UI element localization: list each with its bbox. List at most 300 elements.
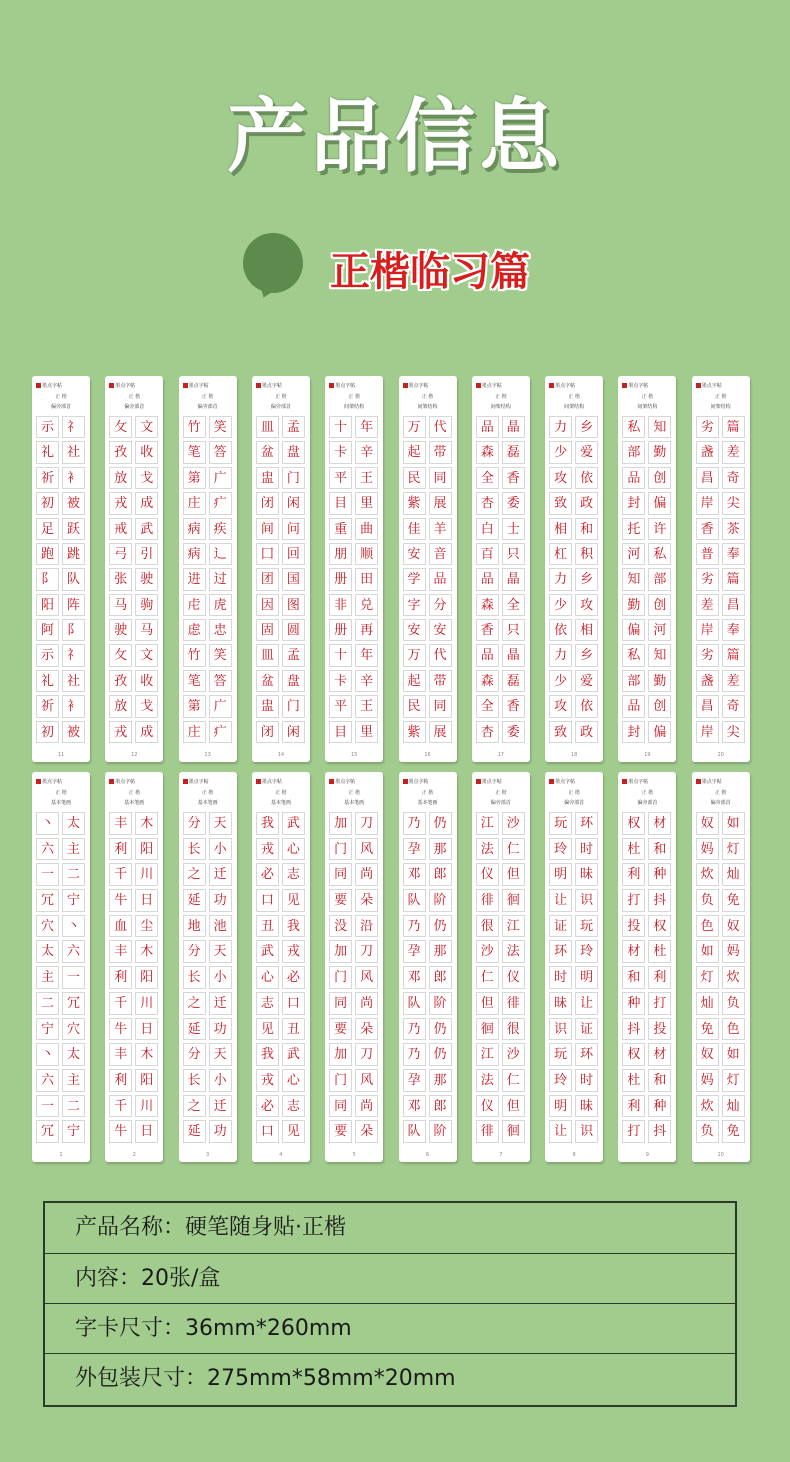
character-cell: 政 bbox=[575, 492, 598, 514]
character-cell: 尚 bbox=[355, 863, 378, 886]
character-cell: 力 bbox=[549, 568, 572, 590]
character-cell: 冗 bbox=[36, 1120, 59, 1143]
character-cell: 冗 bbox=[36, 889, 59, 912]
card-brand-logo: 墨点字帖 bbox=[476, 778, 502, 785]
character-cell: 武 bbox=[256, 940, 279, 963]
character-cell: 仁 bbox=[502, 838, 525, 861]
card-character-grid bbox=[256, 416, 306, 746]
card-number: 19 bbox=[644, 752, 651, 758]
character-cell: 权 bbox=[622, 1043, 645, 1066]
card-brand-logo: 墨点字帖 bbox=[329, 382, 355, 389]
character-cell: 平 bbox=[329, 695, 352, 717]
practice-card bbox=[105, 772, 163, 1162]
character-cell: 让 bbox=[549, 1120, 572, 1143]
character-cell: 礻 bbox=[62, 644, 85, 666]
character-cell: 驶 bbox=[135, 568, 158, 590]
product-info-table bbox=[43, 1201, 737, 1407]
card-topic-label: 偏旁部首 bbox=[564, 800, 585, 806]
card-brand-logo: 墨点字帖 bbox=[622, 382, 648, 389]
card-style-label: 正 楷 bbox=[275, 394, 287, 400]
character-cell: 驹 bbox=[135, 594, 158, 616]
character-cell: 委 bbox=[502, 721, 525, 743]
character-cell: 加 bbox=[329, 1043, 352, 1066]
character-cell: 盅 bbox=[256, 467, 279, 489]
character-cell: 卡 bbox=[329, 670, 352, 692]
card-character-grid bbox=[403, 416, 453, 746]
character-cell: 盆 bbox=[256, 670, 279, 692]
character-cell: 广 bbox=[209, 467, 232, 489]
card-number: 9 bbox=[645, 1152, 649, 1158]
character-cell: 丰 bbox=[109, 940, 132, 963]
character-cell: 队 bbox=[62, 568, 85, 590]
character-cell: 岸 bbox=[696, 721, 719, 743]
character-cell: 打 bbox=[622, 1120, 645, 1143]
character-cell: 天 bbox=[209, 1043, 232, 1066]
card-style-label: 正 楷 bbox=[348, 790, 360, 796]
character-cell: 口 bbox=[282, 992, 305, 1015]
character-cell: 晶 bbox=[502, 644, 525, 666]
card-character-grid bbox=[696, 812, 746, 1146]
card-character-grid bbox=[183, 812, 233, 1146]
character-cell: 主 bbox=[36, 966, 59, 989]
character-cell: 那 bbox=[429, 940, 452, 963]
card-brand-logo: 墨点字帖 bbox=[403, 382, 429, 389]
character-cell: 勤 bbox=[648, 670, 671, 692]
card-number: 10 bbox=[717, 1152, 724, 1158]
character-cell: 全 bbox=[502, 594, 525, 616]
character-cell: 收 bbox=[135, 441, 158, 463]
character-cell: 盅 bbox=[256, 695, 279, 717]
character-cell: 环 bbox=[549, 940, 572, 963]
card-brand-logo: 墨点字帖 bbox=[109, 382, 135, 389]
card-brand-logo: 墨点字帖 bbox=[36, 778, 62, 785]
character-cell: 小 bbox=[209, 838, 232, 861]
character-cell: 盘 bbox=[282, 670, 305, 692]
practice-card bbox=[325, 376, 383, 762]
character-cell: 灯 bbox=[696, 966, 719, 989]
character-cell: 乡 bbox=[575, 416, 598, 438]
character-cell: 奴 bbox=[696, 1043, 719, 1066]
character-cell: 必 bbox=[256, 1095, 279, 1118]
practice-card bbox=[618, 376, 676, 762]
character-cell: 我 bbox=[256, 1043, 279, 1066]
card-character-grid bbox=[36, 812, 86, 1146]
character-cell: 风 bbox=[355, 838, 378, 861]
character-cell: 收 bbox=[135, 670, 158, 692]
character-cell: 许 bbox=[648, 518, 671, 540]
character-cell: 勤 bbox=[648, 441, 671, 463]
character-cell: 字 bbox=[403, 594, 426, 616]
character-cell: 打 bbox=[622, 889, 645, 912]
character-cell: 之 bbox=[183, 992, 206, 1015]
character-cell: 戎 bbox=[256, 838, 279, 861]
character-cell: 丶 bbox=[36, 812, 59, 835]
character-cell: 劣 bbox=[696, 568, 719, 590]
character-cell: 部 bbox=[622, 670, 645, 692]
character-cell: 盏 bbox=[696, 441, 719, 463]
character-cell: 创 bbox=[648, 467, 671, 489]
character-cell: 色 bbox=[722, 1018, 745, 1041]
character-cell: 奴 bbox=[696, 812, 719, 835]
character-cell: 昧 bbox=[575, 863, 598, 886]
character-cell: 郎 bbox=[429, 1095, 452, 1118]
character-cell: 日 bbox=[135, 889, 158, 912]
character-cell: 奉 bbox=[722, 619, 745, 641]
character-cell: 丶 bbox=[62, 915, 85, 938]
character-cell: 闲 bbox=[282, 721, 305, 743]
character-cell: 杜 bbox=[622, 1069, 645, 1092]
character-cell: 河 bbox=[622, 543, 645, 565]
character-cell: 佳 bbox=[403, 518, 426, 540]
character-cell: 邓 bbox=[403, 966, 426, 989]
character-cell: 私 bbox=[622, 416, 645, 438]
card-brand-logo: 墨点字帖 bbox=[696, 382, 722, 389]
character-cell: 只 bbox=[502, 543, 525, 565]
character-cell: 分 bbox=[183, 812, 206, 835]
character-cell: 明 bbox=[549, 1095, 572, 1118]
character-cell: 民 bbox=[403, 467, 426, 489]
character-cell: 灿 bbox=[722, 1095, 745, 1118]
character-cell: 进 bbox=[183, 568, 206, 590]
card-style-label: 正 楷 bbox=[275, 790, 287, 796]
character-cell: 门 bbox=[282, 467, 305, 489]
character-cell: 长 bbox=[183, 838, 206, 861]
practice-card bbox=[545, 772, 603, 1162]
character-cell: 环 bbox=[575, 1043, 598, 1066]
card-style-label: 正 楷 bbox=[55, 790, 67, 796]
character-cell: 色 bbox=[696, 915, 719, 938]
character-cell: 少 bbox=[549, 670, 572, 692]
character-cell: 紫 bbox=[403, 721, 426, 743]
card-number: 4 bbox=[279, 1152, 283, 1158]
character-cell: 阶 bbox=[429, 889, 452, 912]
character-cell: 和 bbox=[648, 1069, 671, 1092]
character-cell: 投 bbox=[648, 1018, 671, 1041]
character-cell: 紫 bbox=[403, 492, 426, 514]
character-cell: 长 bbox=[183, 966, 206, 989]
character-cell: 闭 bbox=[256, 721, 279, 743]
character-cell: 妈 bbox=[696, 1069, 719, 1092]
card-style-label: 正 楷 bbox=[641, 790, 654, 796]
character-cell: 戎 bbox=[109, 721, 132, 743]
character-cell: 杏 bbox=[476, 721, 499, 743]
character-cell: 负 bbox=[696, 1120, 719, 1143]
character-cell: 邓 bbox=[403, 1095, 426, 1118]
character-cell: 那 bbox=[429, 1069, 452, 1092]
card-topic-label: 基本笔画 bbox=[197, 800, 218, 806]
character-cell: 必 bbox=[256, 863, 279, 886]
character-cell: 少 bbox=[549, 594, 572, 616]
practice-card bbox=[32, 376, 90, 762]
character-cell: 团 bbox=[256, 568, 279, 590]
card-brand-logo: 墨点字帖 bbox=[256, 778, 282, 785]
card-gallery bbox=[30, 372, 760, 1172]
character-cell: 利 bbox=[648, 966, 671, 989]
character-cell: 冗 bbox=[62, 992, 85, 1015]
character-cell: 仪 bbox=[476, 1095, 499, 1118]
character-cell: 川 bbox=[135, 863, 158, 886]
character-cell: 爱 bbox=[575, 441, 598, 463]
card-style-label: 正 楷 bbox=[495, 394, 507, 400]
character-cell: 第 bbox=[183, 467, 206, 489]
character-cell: 朵 bbox=[355, 889, 378, 912]
character-cell: 郎 bbox=[429, 966, 452, 989]
character-cell: 打 bbox=[648, 992, 671, 1015]
character-cell: 阶 bbox=[429, 992, 452, 1015]
character-cell: 年 bbox=[355, 644, 378, 666]
character-cell: 免 bbox=[696, 1018, 719, 1041]
character-cell: 广 bbox=[209, 695, 232, 717]
character-cell: 徘 bbox=[476, 889, 499, 912]
character-cell: 一 bbox=[36, 1095, 59, 1118]
practice-card bbox=[618, 772, 676, 1162]
character-cell: 礼 bbox=[36, 670, 59, 692]
character-cell: 间 bbox=[256, 518, 279, 540]
card-style-label: 正 楷 bbox=[568, 394, 580, 400]
character-cell: 品 bbox=[476, 416, 499, 438]
card-topic-label: 偏旁部首 bbox=[124, 404, 145, 410]
character-cell: 主 bbox=[62, 1069, 85, 1092]
character-cell: 疒 bbox=[209, 492, 232, 514]
character-cell: 奉 bbox=[722, 543, 745, 565]
character-cell: 时 bbox=[575, 838, 598, 861]
character-cell: 私 bbox=[622, 644, 645, 666]
card-character-grid bbox=[256, 812, 306, 1146]
character-cell: 杜 bbox=[622, 838, 645, 861]
card-character-grid bbox=[549, 416, 599, 746]
card-number: 12 bbox=[131, 752, 138, 758]
card-topic-label: 偏旁部首 bbox=[710, 800, 731, 806]
character-cell: 乃 bbox=[403, 812, 426, 835]
character-cell: 森 bbox=[476, 670, 499, 692]
character-cell: 丶 bbox=[36, 1043, 59, 1066]
character-cell: 心 bbox=[282, 838, 305, 861]
character-cell: 天 bbox=[209, 940, 232, 963]
character-cell: 香 bbox=[696, 518, 719, 540]
character-cell: 委 bbox=[502, 492, 525, 514]
character-cell: 徊 bbox=[502, 889, 525, 912]
character-cell: 香 bbox=[502, 467, 525, 489]
character-cell: 玩 bbox=[549, 1043, 572, 1066]
character-cell: 郎 bbox=[429, 863, 452, 886]
character-cell: 灿 bbox=[696, 992, 719, 1015]
character-cell: 忠 bbox=[209, 619, 232, 641]
character-cell: 品 bbox=[429, 568, 452, 590]
character-cell: 第 bbox=[183, 695, 206, 717]
character-cell: 兑 bbox=[355, 594, 378, 616]
character-cell: 很 bbox=[502, 1018, 525, 1041]
character-cell: 攻 bbox=[549, 695, 572, 717]
character-cell: 朋 bbox=[329, 543, 352, 565]
character-cell: 玲 bbox=[575, 940, 598, 963]
card-number: 5 bbox=[352, 1152, 356, 1158]
character-cell: 虍 bbox=[183, 594, 206, 616]
character-cell: 抖 bbox=[648, 889, 671, 912]
character-cell: 地 bbox=[183, 915, 206, 938]
character-cell: 延 bbox=[183, 1120, 206, 1143]
info-row-card-size: 字卡尺寸：36mm*260mm bbox=[45, 1303, 735, 1353]
character-cell: 牛 bbox=[109, 1018, 132, 1041]
character-cell: 沙 bbox=[476, 940, 499, 963]
character-cell: 太 bbox=[36, 940, 59, 963]
character-cell: 日 bbox=[135, 1120, 158, 1143]
character-cell: 闲 bbox=[282, 492, 305, 514]
card-brand-logo: 墨点字帖 bbox=[476, 382, 502, 389]
character-cell: 之 bbox=[183, 1095, 206, 1118]
character-cell: 心 bbox=[256, 966, 279, 989]
character-cell: 小 bbox=[209, 1069, 232, 1092]
character-cell: 孜 bbox=[109, 441, 132, 463]
character-cell: 迁 bbox=[209, 863, 232, 886]
character-cell: 明 bbox=[549, 863, 572, 886]
character-cell: 私 bbox=[648, 543, 671, 565]
character-cell: 托 bbox=[622, 518, 645, 540]
character-cell: 武 bbox=[282, 1043, 305, 1066]
card-style-label: 正 楷 bbox=[201, 394, 214, 400]
character-cell: 材 bbox=[648, 812, 671, 835]
character-cell: 笑 bbox=[209, 416, 232, 438]
character-cell: 迁 bbox=[209, 992, 232, 1015]
info-row-name: 产品名称：硬笔随身贴·正楷 bbox=[75, 1215, 346, 1240]
character-cell: 功 bbox=[209, 1120, 232, 1143]
character-cell: 利 bbox=[109, 966, 132, 989]
character-cell: 血 bbox=[109, 915, 132, 938]
character-cell: 利 bbox=[109, 838, 132, 861]
character-cell: 玩 bbox=[575, 915, 598, 938]
character-cell: 孟 bbox=[282, 416, 305, 438]
practice-card bbox=[179, 772, 237, 1162]
character-cell: 尘 bbox=[135, 915, 158, 938]
character-cell: 顺 bbox=[355, 543, 378, 565]
card-brand-logo: 墨点字帖 bbox=[549, 382, 575, 389]
character-cell: 延 bbox=[183, 1018, 206, 1041]
character-cell: 灿 bbox=[722, 863, 745, 886]
character-cell: 带 bbox=[429, 441, 452, 463]
character-cell: 主 bbox=[62, 838, 85, 861]
card-number: 13 bbox=[204, 752, 211, 758]
character-cell: 丰 bbox=[109, 1043, 132, 1066]
character-cell: 初 bbox=[36, 492, 59, 514]
character-cell: 偏 bbox=[622, 619, 645, 641]
character-cell: 卡 bbox=[329, 441, 352, 463]
character-cell: 孕 bbox=[403, 1069, 426, 1092]
character-cell: 仪 bbox=[476, 863, 499, 886]
character-cell: 免 bbox=[722, 889, 745, 912]
character-cell: 穴 bbox=[36, 915, 59, 938]
card-topic-label: 间架结构 bbox=[564, 404, 585, 410]
character-cell: 盆 bbox=[256, 441, 279, 463]
character-cell: 二 bbox=[36, 992, 59, 1015]
character-cell: 千 bbox=[109, 992, 132, 1015]
character-cell: 利 bbox=[622, 1095, 645, 1118]
character-cell: 同 bbox=[329, 1095, 352, 1118]
card-number: 16 bbox=[424, 752, 431, 758]
character-cell: 炊 bbox=[696, 863, 719, 886]
character-cell: 创 bbox=[648, 695, 671, 717]
character-cell: 我 bbox=[282, 915, 305, 938]
character-cell: 沿 bbox=[355, 915, 378, 938]
character-cell: 但 bbox=[476, 992, 499, 1015]
character-cell: 晶 bbox=[502, 416, 525, 438]
character-cell: 百 bbox=[476, 543, 499, 565]
card-number: 1 bbox=[59, 1152, 63, 1158]
character-cell: 王 bbox=[355, 695, 378, 717]
character-cell: 磊 bbox=[502, 670, 525, 692]
card-style-label: 正 楷 bbox=[55, 394, 67, 400]
practice-card bbox=[472, 376, 530, 762]
character-cell: 徘 bbox=[476, 1120, 499, 1143]
card-style-label: 正 楷 bbox=[641, 394, 654, 400]
character-cell: 病 bbox=[183, 518, 206, 540]
card-character-grid bbox=[109, 812, 159, 1146]
character-cell: 安 bbox=[403, 543, 426, 565]
practice-card bbox=[105, 376, 163, 762]
character-cell: 孜 bbox=[109, 670, 132, 692]
character-cell: 晶 bbox=[502, 568, 525, 590]
character-cell: 万 bbox=[403, 416, 426, 438]
character-cell: 马 bbox=[109, 594, 132, 616]
character-cell: 昧 bbox=[575, 1095, 598, 1118]
card-topic-label: 基本笔画 bbox=[344, 800, 365, 806]
character-cell: 依 bbox=[549, 619, 572, 641]
card-character-grid bbox=[109, 416, 159, 746]
character-cell: 戎 bbox=[109, 492, 132, 514]
character-cell: 江 bbox=[502, 915, 525, 938]
character-cell: 社 bbox=[62, 670, 85, 692]
character-cell: 香 bbox=[476, 619, 499, 641]
character-cell: 差 bbox=[722, 670, 745, 692]
character-cell: 但 bbox=[502, 863, 525, 886]
character-cell: 杠 bbox=[549, 543, 572, 565]
section-subtitle: 正楷临习篇 bbox=[330, 249, 530, 295]
card-topic-label: 偏旁部首 bbox=[490, 800, 511, 806]
character-cell: 答 bbox=[209, 441, 232, 463]
character-cell: 徘 bbox=[502, 992, 525, 1015]
card-character-grid bbox=[696, 416, 746, 746]
card-style-label: 正 楷 bbox=[348, 394, 360, 400]
character-cell: 普 bbox=[696, 543, 719, 565]
character-cell: 跃 bbox=[62, 518, 85, 540]
character-cell: 炊 bbox=[696, 1095, 719, 1118]
character-cell: 加 bbox=[329, 812, 352, 835]
card-number: 3 bbox=[206, 1152, 210, 1158]
character-cell: 辛 bbox=[355, 441, 378, 463]
character-cell: 放 bbox=[109, 467, 132, 489]
card-topic-label: 基本笔画 bbox=[417, 800, 438, 806]
info-row-package-size: 外包装尺寸：275mm*58mm*20mm bbox=[45, 1353, 735, 1403]
character-cell: 和 bbox=[648, 838, 671, 861]
character-cell: 仍 bbox=[429, 1043, 452, 1066]
character-cell: 闭 bbox=[256, 492, 279, 514]
character-cell: 展 bbox=[429, 492, 452, 514]
card-character-grid bbox=[476, 812, 526, 1146]
card-number: 7 bbox=[499, 1152, 503, 1158]
character-cell: 积 bbox=[575, 543, 598, 565]
card-number: 14 bbox=[277, 752, 285, 758]
character-cell: 刀 bbox=[355, 812, 378, 835]
card-style-label: 正 楷 bbox=[128, 790, 141, 796]
card-brand-logo: 墨点字帖 bbox=[403, 778, 429, 785]
card-number: 18 bbox=[570, 752, 578, 758]
character-cell: 穴 bbox=[62, 1018, 85, 1041]
character-cell: 初 bbox=[36, 721, 59, 743]
card-topic-label: 偏旁部首 bbox=[197, 404, 218, 410]
character-cell: 阿 bbox=[36, 619, 59, 641]
character-cell: 证 bbox=[549, 915, 572, 938]
character-cell: 志 bbox=[282, 863, 305, 886]
character-cell: 戈 bbox=[135, 467, 158, 489]
character-cell: 奇 bbox=[722, 467, 745, 489]
